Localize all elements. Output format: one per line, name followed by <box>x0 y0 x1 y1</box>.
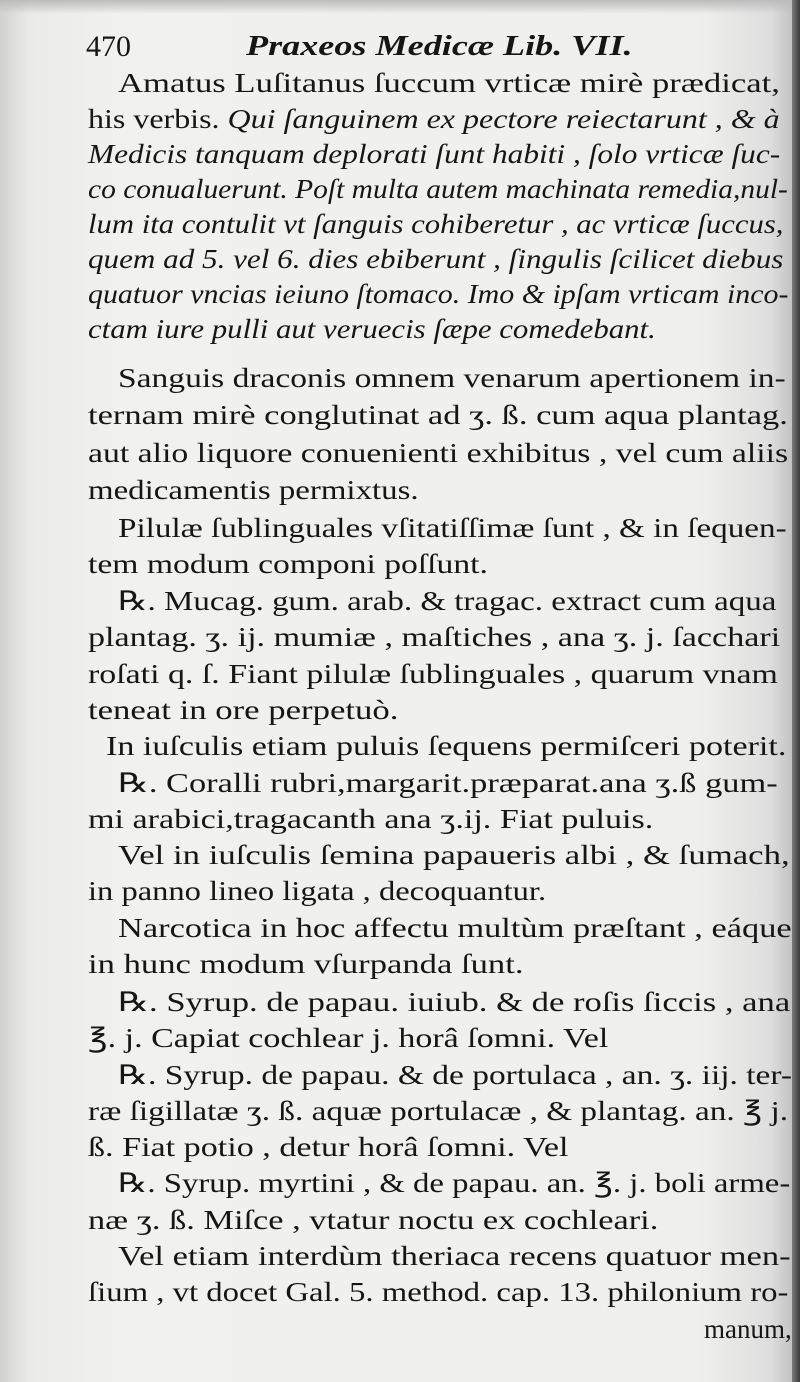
text-line: Amatus Luſitanus ſuccum vrticæ mirè prædicat, <box>118 68 780 98</box>
text-line: ctam iure pulli aut veruecis ſæpe comedebant. <box>88 314 656 344</box>
text-line: his verbis. Qui ſanguinem ex pectore reiectarunt , & à <box>88 104 780 134</box>
text-line: ræ ſigillatæ ʒ. ß. aquæ portulacæ , & plantag. an. ℥ j. <box>88 1096 789 1126</box>
text-line: in panno lineo ligata , decoquantur. <box>88 876 547 906</box>
text-line: lum ita contulit vt ſanguis cohiberetur , ac vrticæ ſuccus, <box>88 209 784 239</box>
text-line: ℞. Syrup. de papau. & de portulaca , an. ʒ. iij. ter- <box>118 1060 793 1090</box>
text-line: Medicis tanquam deplorati ſunt habiti , ſolo vrticæ ſuc- <box>88 139 781 169</box>
page-top-shadow <box>0 0 800 14</box>
text-line: ℞. Syrup. de papau. iuiub. & de roſis ſiccis , ana <box>118 987 791 1017</box>
text-line: Vel in iuſculis ſemina papaueris albi , & ſumach, <box>118 840 790 870</box>
text-line: roſati q. ſ. Fiant pilulæ ſublinguales , quarum vnam <box>88 659 778 689</box>
page-binding-edge <box>792 0 800 1382</box>
text-line: ſium , vt docet Gal. 5. method. cap. 13. philonium ro- <box>88 1277 789 1307</box>
text-line: quatuor vncias ieiuno ſtomaco. Imo & ipſam vrticam inco- <box>88 279 789 309</box>
text-line: ℥. j. Capiat cochlear j. horâ ſomni. Vel <box>88 1023 609 1053</box>
text-line: ternam mirè conglutinat ad ʒ. ß. cum aqua plantag. <box>88 400 788 430</box>
text-line: teneat in ore perpetuò. <box>88 695 399 725</box>
text-line: ℞. Syrup. myrtini , & de papau. an. ℥. j. boli arme- <box>118 1168 791 1198</box>
text-line: Pilulæ ſublinguales vſitatiſſimæ ſunt , & in ſequen- <box>118 513 787 543</box>
text-line: manum, <box>704 1314 792 1344</box>
text-line: tem modum componi poſſunt. <box>88 549 488 579</box>
text-line: co conualuerunt. Poſt multa autem machinata remedia,nul- <box>88 174 788 204</box>
page-number: 470 <box>86 30 131 63</box>
text-line: quem ad 5. vel 6. dies ebiberunt , ſingulis ſcilicet diebus <box>88 244 784 274</box>
text-line: mi arabici,tragacanth ana ʒ.ij. Fiat puluis. <box>88 804 654 834</box>
text-line: ℞. Mucag. gum. arab. & tragac. extract cum aqua <box>118 586 777 616</box>
text-line: plantag. ʒ. ij. mumiæ , maſtiches , ana ʒ. j. ſacchari <box>88 622 781 652</box>
text-line: In iuſculis etiam puluis ſequens permiſceri poterit. <box>106 731 787 761</box>
text-line: Narcotica in hoc affectu multùm præſtant , eáque <box>118 913 792 943</box>
text-line: Sanguis draconis omnem venarum apertionem in- <box>118 363 786 393</box>
text-line: Vel etiam interdùm theriaca recens quatuor men- <box>118 1241 791 1271</box>
text-line: in hunc modum vſurpanda ſunt. <box>88 949 524 979</box>
text-line: næ ʒ. ß. Miſce , vtatur noctu ex cochleari. <box>88 1205 659 1235</box>
text-line: medicamentis permixtus. <box>88 475 419 505</box>
text-line: ß. Fiat potio , detur horâ ſomni. Vel <box>88 1132 569 1162</box>
running-title: Praxeos Medicæ Lib. VII. <box>246 31 633 62</box>
text-line: ℞. Coralli rubri,margarit.præparat.ana ʒ.ß gum- <box>118 768 778 798</box>
text-line: aut alio liquore conuenienti exhibitus , vel cum aliis <box>88 438 789 468</box>
